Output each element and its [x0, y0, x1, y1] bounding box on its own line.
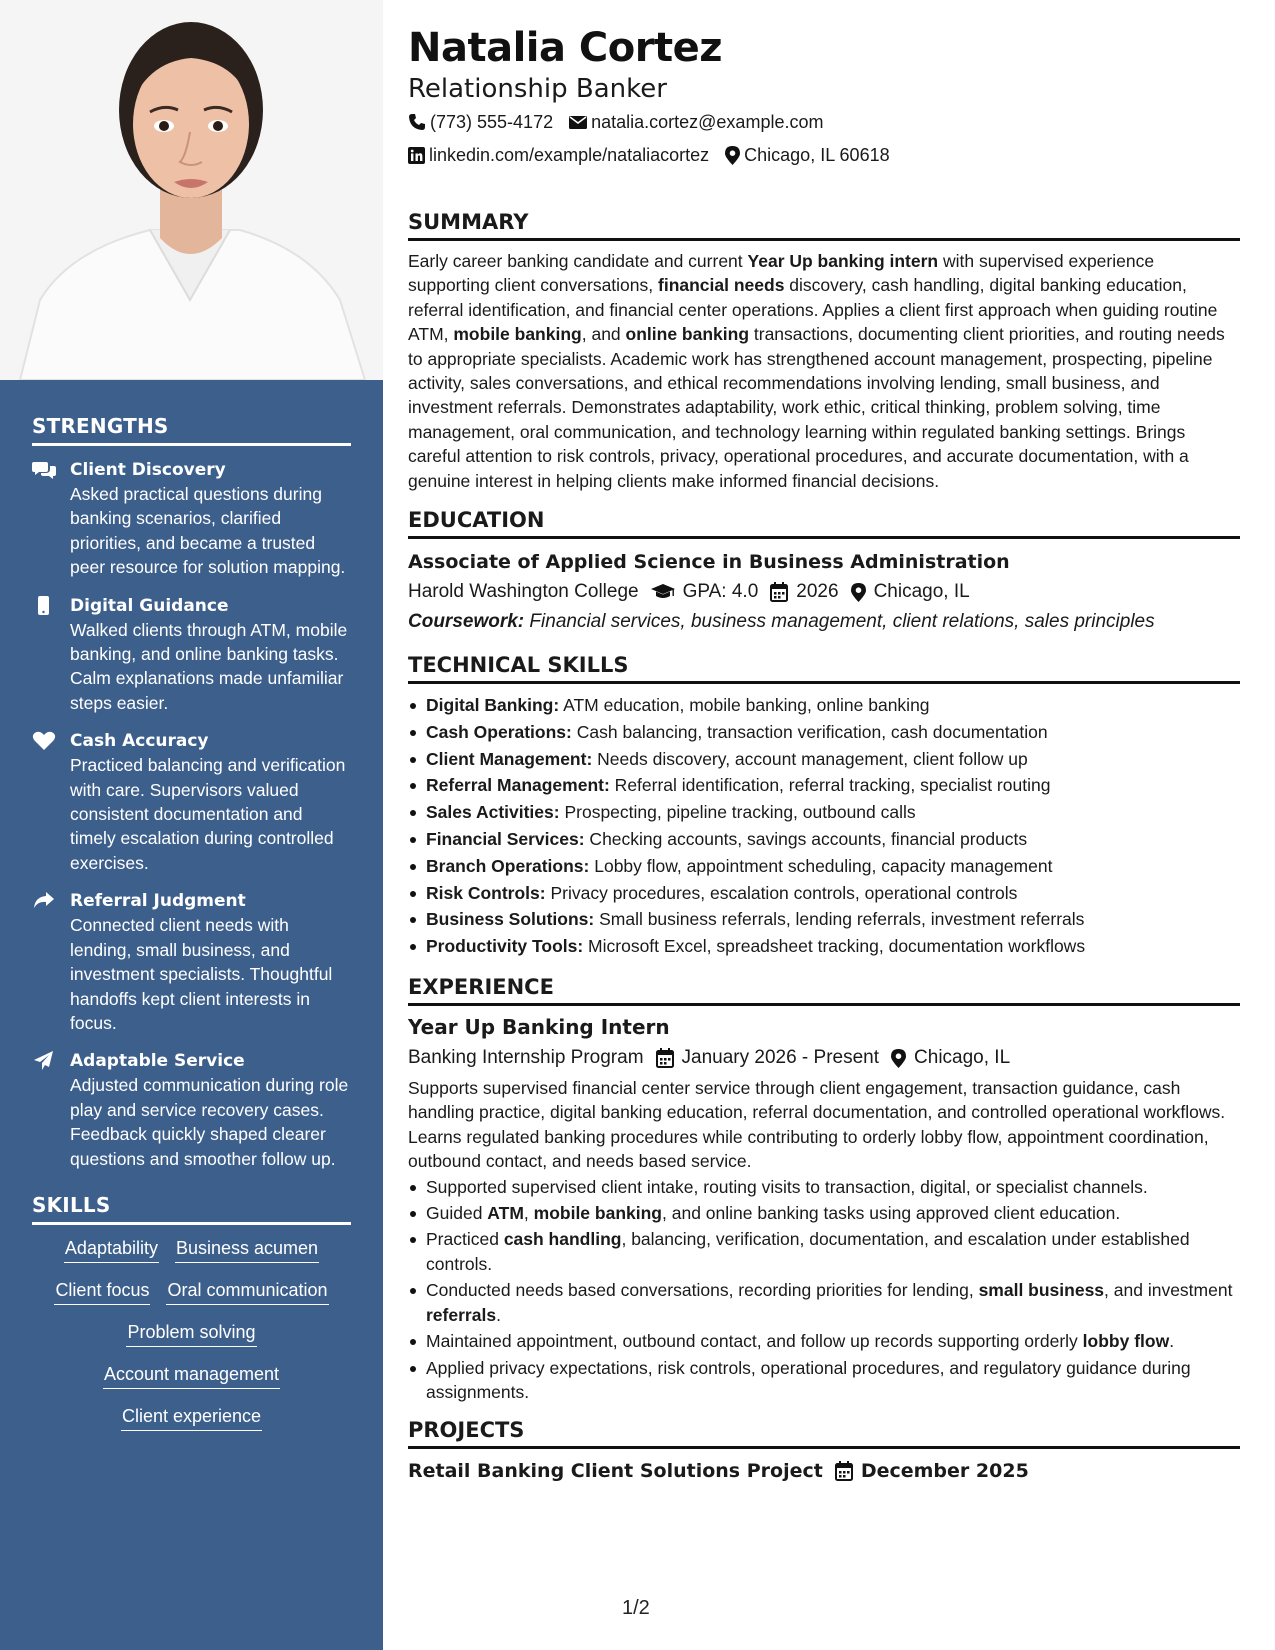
job-title: Year Up Banking Intern: [408, 1015, 670, 1040]
skill-tag: Client focus: [54, 1277, 150, 1305]
heart-icon: [32, 729, 70, 875]
strength-desc: Connected client needs with lending, small business, and investment specialists. Thoughtful handoffs kept client interests in focus.: [70, 915, 333, 1033]
list-item: Referral Management: Referral identification, referral tracking, specialist routing: [408, 772, 1240, 799]
job-location: Chicago, IL: [914, 1047, 1011, 1069]
list-item: Cash Operations: Cash balancing, transaction verification, cash documentation: [408, 719, 1240, 746]
list-item: Client Management: Needs discovery, account management, client follow up: [408, 746, 1240, 773]
education-location: Chicago, IL: [873, 581, 970, 603]
technical-skills-heading: TECHNICAL SKILLS: [408, 652, 1240, 684]
contact-row: [408, 143, 1240, 167]
envelope-icon: [569, 114, 587, 130]
sidebar: [0, 0, 383, 1650]
strength-desc: Adjusted communication during role play and service recovery cases. Feedback quickly shaped clearer questions and smoother follow up.: [70, 1075, 349, 1169]
strength-title: Referral Judgment: [70, 891, 246, 912]
job-meta: [408, 1044, 1240, 1072]
skill-tag: Business acumen: [175, 1235, 319, 1263]
technical-skills-list: [408, 692, 1240, 960]
skill-tag: Account management: [103, 1361, 280, 1389]
strength-title: Client Discovery: [70, 460, 226, 480]
list-item: Branch Operations: Lobby flow, appointment scheduling, capacity management: [408, 853, 1240, 880]
candidate-role: Relationship Banker: [408, 74, 667, 104]
strength-title: Cash Accuracy: [70, 731, 209, 752]
calendar-icon: [656, 1048, 674, 1068]
mobile-icon: [32, 594, 70, 716]
project-row: [408, 1458, 1240, 1484]
candidate-name: Natalia Cortez: [408, 25, 723, 71]
strength-item: [32, 729, 351, 875]
school-name: Harold Washington College: [408, 581, 639, 603]
calendar-icon: [835, 1461, 853, 1481]
job-description: Supports supervised financial center service through client engagement, transaction guidance, cash handling practice, digital banking education, referral documentation, and controlled operational workflows. Learns regulated banking procedures while contributing to orderly lobby flow, appointment coordination, outbound contact, and needs based service.: [408, 1078, 1226, 1172]
list-item: Practiced cash handling, balancing, verification, documentation, and escalation under established controls.: [408, 1227, 1240, 1276]
phone-icon: [408, 113, 426, 131]
projects-heading: PROJECTS: [408, 1417, 1240, 1449]
list-item: Sales Activities: Prospecting, pipeline tracking, outbound calls: [408, 799, 1240, 826]
experience-heading: EXPERIENCE: [408, 974, 1240, 1006]
list-item: Digital Banking: ATM education, mobile banking, online banking: [408, 692, 1240, 719]
graduation-cap-icon: [651, 583, 675, 601]
list-item: Guided ATM, mobile banking, and online banking tasks using approved client education.: [408, 1201, 1240, 1225]
strength-title: Adaptable Service: [70, 1051, 245, 1072]
strength-desc: Asked practical questions during banking scenarios, clarified priorities, and became a trusted peer resource for solution mapping.: [70, 484, 346, 578]
strength-desc: Practiced balancing and verification with care. Supervisors valued consistent documentation and timely escalation during controlled exercises.: [70, 755, 346, 873]
strength-item: [32, 594, 351, 716]
project-title: Retail Banking Client Solutions Project: [408, 1460, 823, 1483]
email-link[interactable]: natalia.cortez@example.com: [591, 112, 824, 132]
education-heading: EDUCATION: [408, 507, 1240, 539]
summary-heading: SUMMARY: [408, 209, 1240, 241]
list-item: Risk Controls: Privacy procedures, escalation controls, operational controls: [408, 880, 1240, 907]
skills-list: [32, 1235, 351, 1431]
list-item: Supported supervised client intake, routing visits to transaction, digital, or specialist channels.: [408, 1175, 1240, 1199]
strength-item: [32, 889, 351, 1035]
map-pin-icon: [725, 146, 740, 165]
skills-heading: SKILLS: [32, 1193, 351, 1225]
page-number: 1/2: [622, 1597, 650, 1619]
project-date: December 2025: [860, 1460, 1029, 1483]
contact-row: [408, 110, 1240, 134]
profile-photo-illustration: [0, 0, 383, 380]
phone-number[interactable]: (773) 555-4172: [430, 112, 554, 132]
skill-tag: Problem solving: [126, 1319, 256, 1347]
list-item: Financial Services: Checking accounts, savings accounts, financial products: [408, 826, 1240, 853]
coursework-text: Coursework: Financial services, business management, client relations, sales principles: [408, 611, 1155, 633]
strength-item: [32, 458, 351, 580]
comments-icon: [32, 458, 70, 580]
map-pin-icon: [851, 583, 866, 602]
gpa-text: GPA: 4.0: [682, 581, 759, 603]
organization-name: Banking Internship Program: [408, 1047, 644, 1069]
map-pin-icon: [891, 1049, 906, 1068]
strengths-heading: STRENGTHS: [32, 414, 351, 446]
linkedin-link[interactable]: linkedin.com/example/nataliacortez: [429, 145, 710, 165]
list-item: Maintained appointment, outbound contact, and follow up records supporting orderly lobby flow.: [408, 1329, 1240, 1353]
graduation-year: 2026: [796, 581, 839, 603]
summary-text: Early career banking candidate and current Year Up banking intern with supervised experience supporting client conversations, financial needs discovery, cash handling, digital banking education, referral identification, and financial center operations. Applies a client first approach when guiding routine ATM, mobile banking, and online banking transactions, documenting client priorities, and routing needs to appropriate specialists. Academic work has strengthened account management, prospecting, pipeline activity, sales conversations, and ethical recommendations involving lending, small business, and investment referrals. Demonstrates adaptability, work ethic, critical thinking, problem solving, time management, oral communication, and technology learning within regulated banking settings. Brings careful attention to risk controls, privacy, operational procedures, and accurate documentation, with a genuine interest in helping clients make informed financial decisions.: [408, 251, 1225, 491]
share-arrow-icon: [32, 889, 70, 1035]
list-item: Business Solutions: Small business referrals, lending referrals, investment referrals: [408, 906, 1240, 933]
paper-plane-icon: [32, 1049, 70, 1171]
list-item: Conducted needs based conversations, recording priorities for lending, small business, and investment referrals.: [408, 1278, 1240, 1327]
experience-bullets: [408, 1175, 1240, 1405]
skill-tag: Oral communication: [166, 1277, 328, 1305]
profile-photo: [0, 0, 383, 380]
calendar-icon: [770, 582, 788, 602]
job-dates: January 2026 - Present: [681, 1047, 880, 1069]
degree-title: Associate of Applied Science in Business Administration: [408, 551, 1010, 574]
strengths-list: [32, 458, 351, 1171]
skill-tag: Client experience: [121, 1403, 262, 1431]
linkedin-icon: [408, 147, 425, 164]
strength-title: Digital Guidance: [70, 595, 229, 616]
main-content: [408, 0, 1240, 1484]
sidebar-panel: [0, 380, 383, 1650]
education-meta: [408, 578, 1240, 606]
list-item: Productivity Tools: Microsoft Excel, spreadsheet tracking, documentation workflows: [408, 933, 1240, 960]
skill-tag: Adaptability: [64, 1235, 159, 1263]
list-item: Applied privacy expectations, risk controls, operational procedures, and regulatory guidance during assignments.: [408, 1356, 1240, 1405]
strength-item: [32, 1049, 351, 1171]
location-text: Chicago, IL 60618: [744, 145, 890, 165]
strength-desc: Walked clients through ATM, mobile banking, and online banking tasks. Calm explanations made unfamiliar steps easier.: [70, 619, 348, 713]
